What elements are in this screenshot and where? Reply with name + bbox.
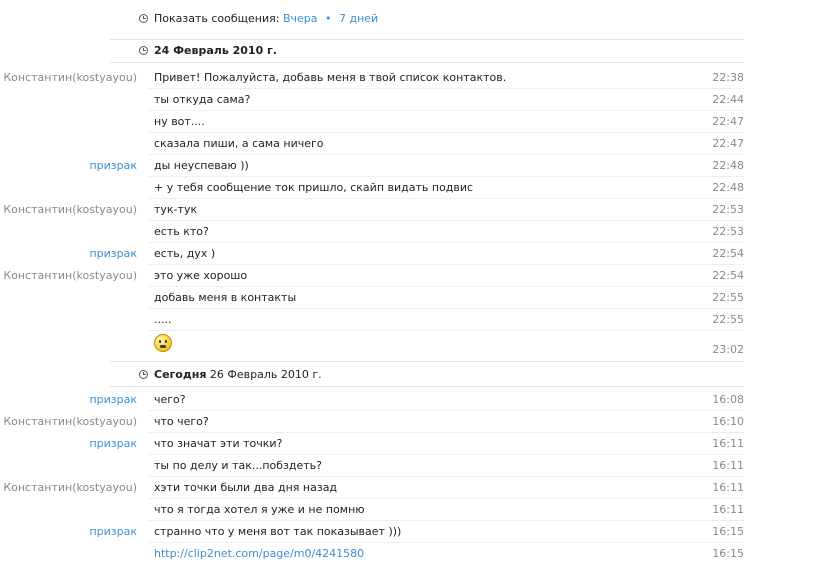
- emoticon-mouth: [160, 345, 166, 348]
- section-divider: [110, 386, 744, 387]
- message-time: 22:44: [712, 93, 744, 106]
- row-divider: [148, 220, 744, 221]
- message-sender[interactable]: Константин(kostyayou): [3, 269, 137, 282]
- row-divider: [148, 286, 744, 287]
- message-time: 22:53: [712, 225, 744, 238]
- date-header-rest: 26 Февраль 2010 г.: [209, 368, 322, 381]
- row-divider: [148, 110, 744, 111]
- message-link[interactable]: http://clip2net.com/page/m0/4241580: [154, 547, 365, 560]
- row-divider: [148, 176, 744, 177]
- message-sender[interactable]: призрак: [89, 247, 137, 260]
- message-time: 16:11: [712, 459, 744, 472]
- message-text: это уже хорошо: [154, 269, 248, 282]
- message-time: 16:11: [712, 437, 744, 450]
- neutral-face-emoticon: [154, 334, 172, 352]
- row-divider: [148, 542, 744, 543]
- clock-icon: [139, 14, 148, 23]
- message-text: есть кто?: [154, 225, 209, 238]
- message-time: 16:11: [712, 481, 744, 494]
- row-divider: [148, 330, 744, 331]
- row-divider: [148, 410, 744, 411]
- message-time: 22:47: [712, 137, 744, 150]
- show-messages-label: Показать сообщения:: [154, 12, 280, 25]
- row-divider: [148, 154, 744, 155]
- message-time: 22:38: [712, 71, 744, 84]
- message-text: Привет! Пожалуйста, добавь меня в твой список контактов.: [154, 71, 507, 84]
- message-sender[interactable]: Константин(kostyayou): [3, 415, 137, 428]
- section-divider: [110, 39, 744, 40]
- message-sender[interactable]: Константин(kostyayou): [3, 481, 137, 494]
- row-divider: [148, 432, 744, 433]
- message-text: .....: [154, 313, 172, 326]
- show-messages-bar: [154, 12, 378, 25]
- message-time: 16:15: [712, 525, 744, 538]
- row-divider: [148, 498, 744, 499]
- row-divider: [148, 88, 744, 89]
- message-sender[interactable]: Константин(kostyayou): [3, 203, 137, 216]
- message-text: + у тебя сообщение ток пришло, скайп видать подвис: [154, 181, 474, 194]
- message-text: что значат эти точки?: [154, 437, 283, 450]
- row-divider: [148, 476, 744, 477]
- message-text: что чего?: [154, 415, 209, 428]
- filter-yesterday-link[interactable]: Вчера: [282, 12, 318, 25]
- message-text: тук-тук: [154, 203, 198, 216]
- message-sender[interactable]: призрак: [89, 525, 137, 538]
- row-divider: [148, 198, 744, 199]
- message-time: 22:48: [712, 159, 744, 172]
- row-divider: [148, 454, 744, 455]
- date-header: [154, 44, 277, 57]
- clock-icon: [139, 46, 148, 55]
- section-divider: [110, 361, 744, 362]
- message-text: ты по делу и так...побздеть?: [154, 459, 323, 472]
- message-text: что я тогда хотел я уже и не помню: [154, 503, 365, 516]
- row-divider: [148, 242, 744, 243]
- message-time: 23:02: [712, 343, 744, 356]
- message-time: 22:47: [712, 115, 744, 128]
- message-time: 16:08: [712, 393, 744, 406]
- message-time: 16:11: [712, 503, 744, 516]
- message-time: 22:48: [712, 181, 744, 194]
- message-time: 22:54: [712, 269, 744, 282]
- row-divider: [148, 520, 744, 521]
- date-header-bold: Сегодня: [154, 368, 207, 381]
- message-time: 16:15: [712, 547, 744, 560]
- message-text: чего?: [154, 393, 186, 406]
- message-text: есть, дух ): [154, 247, 216, 260]
- message-time: 22:55: [712, 291, 744, 304]
- message-sender[interactable]: Константин(kostyayou): [3, 71, 137, 84]
- message-time: 22:55: [712, 313, 744, 326]
- message-text: ды неуспеваю )): [154, 159, 249, 172]
- clock-icon: [139, 370, 148, 379]
- message-sender[interactable]: призрак: [89, 393, 137, 406]
- message-sender[interactable]: призрак: [89, 437, 137, 450]
- message-sender[interactable]: призрак: [89, 159, 137, 172]
- message-text: хэти точки были два дня назад: [154, 481, 338, 494]
- message-time: 22:53: [712, 203, 744, 216]
- message-text: сказала пиши, а сама ничего: [154, 137, 324, 150]
- message-text: ну вот....: [154, 115, 205, 128]
- emoticon-eye: [159, 340, 161, 343]
- row-divider: [148, 264, 744, 265]
- message-text: добавь меня в контакты: [154, 291, 297, 304]
- filter-separator: •: [325, 12, 332, 25]
- message-text: ты откуда сама?: [154, 93, 251, 106]
- filter-7days-link[interactable]: 7 дней: [339, 12, 379, 25]
- emoticon-eye: [165, 340, 167, 343]
- date-header: [154, 368, 322, 381]
- row-divider: [148, 308, 744, 309]
- date-header-bold: 24 Февраль 2010 г.: [154, 44, 277, 57]
- row-divider: [148, 132, 744, 133]
- message-time: 22:54: [712, 247, 744, 260]
- message-text: странно что у меня вот так показывает ))): [154, 525, 402, 538]
- message-time: 16:10: [712, 415, 744, 428]
- section-divider: [110, 62, 744, 63]
